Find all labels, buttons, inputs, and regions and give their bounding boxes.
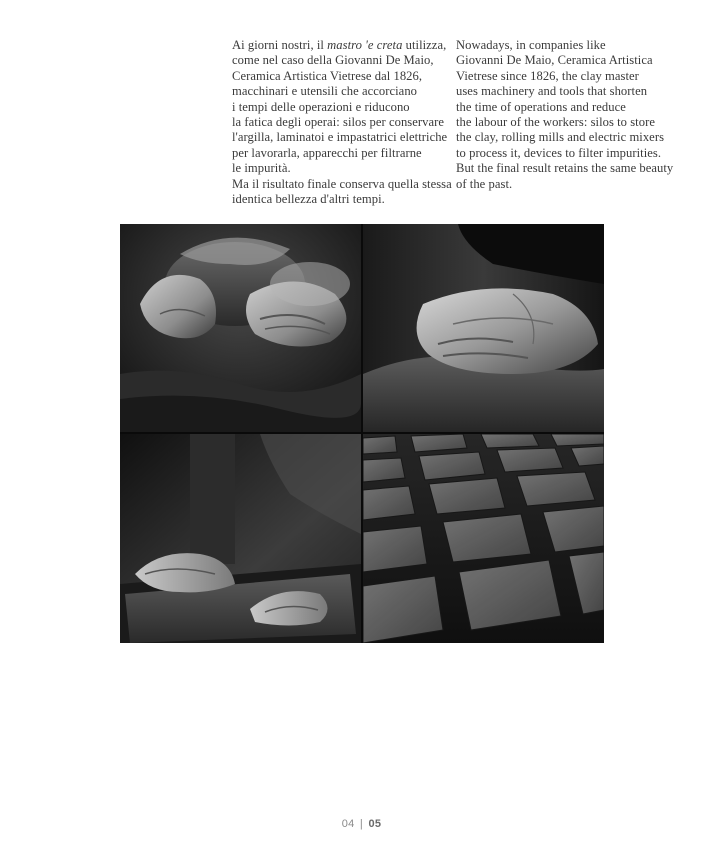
italian-line: la fatica degli operai: silos per conservare — [232, 115, 445, 130]
italian-line: Ma il risultato finale conserva quella stessa — [232, 176, 452, 191]
english-line: Nowadays, in companies like — [456, 38, 606, 52]
english-line: to process it, devices to filter impurities. — [456, 145, 662, 160]
english-line: Giovanni De Maio, Ceramica Artistica — [456, 53, 653, 68]
hands-kneading-clay-photo — [120, 224, 361, 432]
english-line: the clay, rolling mills and electric mixers — [456, 130, 665, 145]
english-line: the labour of the workers: silos to store — [456, 115, 655, 130]
english-text-column — [456, 38, 676, 192]
page-numbers — [0, 818, 723, 830]
italian-line: l'argilla, laminatoi e impastatrici elettriche — [232, 130, 448, 145]
italian-line: le impurità. — [232, 161, 291, 176]
english-line: the time of operations and reduce — [456, 99, 626, 114]
italian-text-column — [232, 38, 452, 207]
italian-line: identica bellezza d'altri tempi. — [232, 192, 385, 207]
hand-pressing-clay-photo — [363, 224, 604, 432]
drying-clay-tiles-photo — [363, 434, 604, 643]
english-line: Vietrese since 1826, the clay master — [456, 68, 639, 83]
english-line: uses machinery and tools that shorten — [456, 84, 648, 99]
italian-line-1: Ai giorni nostri, il mastro 'e creta utilizza, — [232, 38, 447, 52]
italian-line: per lavorarla, apparecchi per filtrarne — [232, 145, 422, 160]
photo-grid — [120, 224, 604, 643]
english-line: of the past. — [456, 176, 513, 191]
english-line: But the final result retains the same beauty — [456, 161, 674, 176]
hands-on-clay-slab-photo — [120, 434, 361, 643]
italian-line: come nel caso della Giovanni De Maio, — [232, 53, 434, 68]
page-number-separator: | — [359, 818, 364, 830]
italian-line: macchinari e utensili che accorciano — [232, 84, 418, 99]
left-page-number: 04 — [341, 818, 355, 830]
italian-line: Ceramica Artistica Vietrese dal 1826, — [232, 68, 423, 83]
italian-line: i tempi delle operazioni e riducono — [232, 99, 410, 114]
italian-term: mastro 'e creta — [327, 38, 403, 52]
right-page-number: 05 — [368, 818, 382, 830]
